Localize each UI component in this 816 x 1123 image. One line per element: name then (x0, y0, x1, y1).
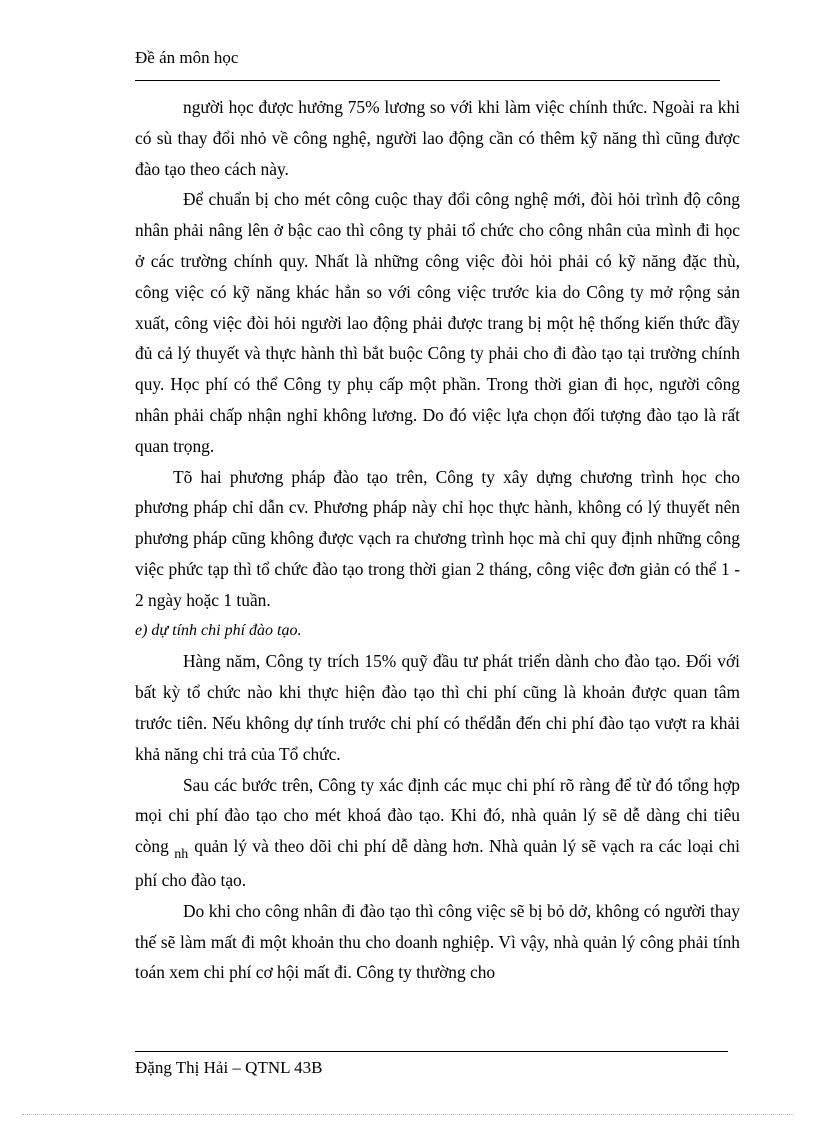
page-edge-dotted-line (22, 1114, 794, 1115)
section-heading-e: e) dự tính chi phí đào tạo. (135, 621, 302, 639)
paragraph-1: người học được hưởng 75% lương so với khi làm việc chính thức. Ngoài ra khi có sù thay đổi nhỏ về công nghệ, người lao động cần có thêm kỹ năng thì cũng được đào tạo theo cách này. (135, 97, 740, 179)
paragraph-5 (135, 770, 740, 896)
document-body (135, 92, 740, 988)
page-footer-author: Đặng Thị Hải – QTNL 43B (135, 1058, 323, 1077)
paragraph-6: Do khi cho công nhân đi đào tạo thì công việc sẽ bị bỏ dở, không có người thay thế sẽ làm mất đi một khoản thu cho doanh nghiệp. Vì vậy, nhà quản lý công phải tính toán xem chi phí cơ hội mất đi. Công ty thường cho (135, 900, 740, 983)
paragraph-5-subscript: nh (174, 847, 189, 863)
paragraph-3: Tõ hai phương pháp đào tạo trên, Công ty xây dựng chương trình học cho phương pháp chỉ dẫn cv. Phương pháp này chỉ học thực hành, không có lý thuyết nên phương pháp cũng không được vạch ra chương trình học mà chỉ quy định những công việc phức tạp thì tổ chức đào tạo trong thời gian 2 tháng, công việc đơn giản có thể 1 - 2 ngày hoặc 1 tuần. (135, 466, 740, 610)
paragraph-2: Để chuẩn bị cho mét công cuộc thay đổi công nghệ mới, đòi hỏi trình độ công nhân phải nâng lên ở bậc cao thì công ty phải tổ chức cho công nhân của mình đi học ở các trường chính quy. Nhất là những công việc đòi hỏi phải có kỹ năng đặc thù, công việc có kỹ năng khác hẳn so với công việc trước kia do Công ty mở rộng sản xuất, công việc đòi hỏi người lao động phải được trang bị một hệ thống kiến thức đầy đủ cả lý thuyết và thực hành thì bắt buộc Công ty phải cho đi đào tạo tại trường chính quy. Học phí có thể Công ty phụ cấp một phần. Trong thời gian đi học, người công nhân phải chấp nhận nghỉ không lương. Do đó việc lựa chọn đối tượng đào tạo là rất quan trọng. (135, 189, 740, 456)
paragraph-5-part-b: quản lý và theo dõi chi phí dễ dàng hơn. Nhà quản lý sẽ vạch ra các loại chi phí cho đào tạo. (135, 836, 740, 890)
paragraph-5-part-a: Sau các bước trên, Công ty xác định các mục chi phí rõ ràng để từ đó tổng hợp mọi chi phí đào tạo cho mét khoá đào tạo. Khi đó, nhà quản lý sẽ dễ dàng chi tiêu còng (135, 774, 740, 857)
header-rule (135, 80, 720, 81)
footer-rule (135, 1051, 728, 1052)
page-header-title: Đề án môn học (135, 48, 239, 67)
paragraph-4: Hàng năm, Công ty trích 15% quỹ đầu tư phát triển dành cho đào tạo. Đối với bất kỳ tổ chức nào khi thực hiện đào tạo thì chi phí cũng là khoản được quan tâm trước tiên. Nếu không dự tính trước chi phí có thểdẫn đến chi phí đào tạo vượt ra khải khả năng chi trả của Tổ chức. (135, 651, 740, 764)
